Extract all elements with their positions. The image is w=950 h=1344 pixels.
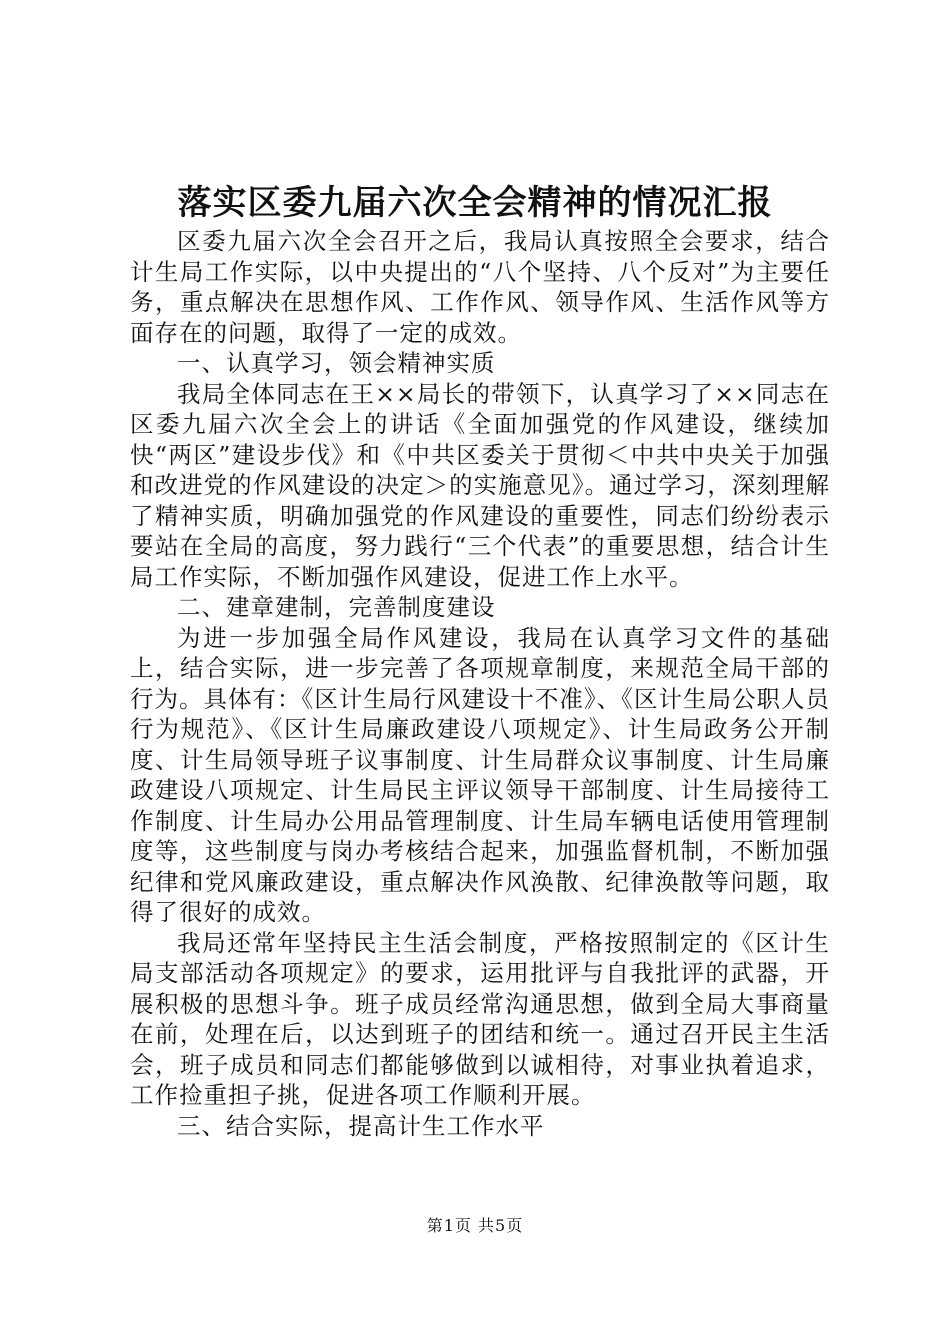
section-2-paragraph-1: 为进一步加强全局作风建设，我局在认真学习文件的基础上，结合实际，进一步完善了各项规章制度，来规范全局干部的行为。具体有：《区计生局行风建设十不准》、《区计生局公职人员行为规范》、《区计生局廉政建设八项规定》、计生局政务公开制度、计生局领导班子议事制度、计生局群众议事制度、计生局廉政建设八项规定、计生局民主评议领导干部制度、计生局接待工作制度、计生局办公用品管理制度、计生局车辆电话使用管理制度等，这些制度与岗办考核结合起来，加强监督机制，不断加强纪律和党风廉政建设，重点解决作风涣散、纪律涣散等问题，取得了很好的成效。 bbox=[130, 623, 830, 926]
document-title: 落实区委九届六次全会精神的情况汇报 bbox=[177, 183, 773, 223]
document-body bbox=[130, 226, 830, 1141]
intro-paragraph: 区委九届六次全会召开之后，我局认真按照全会要求，结合计生局工作实际，以中央提出的“八个坚持、八个反对”为主要任务，重点解决在思想作风、工作作风、领导作风、生活作风等方面存在的问题，取得了一定的成效。 bbox=[130, 227, 830, 347]
section-heading-1: 一、认真学习，领会精神实质 bbox=[177, 349, 496, 377]
section-heading-2: 二、建章建制，完善制度建设 bbox=[177, 593, 496, 621]
page-number-footer: 第1页 共5页 bbox=[426, 1216, 524, 1235]
section-1-paragraph: 我局全体同志在王××局长的带领下，认真学习了××同志在区委九届六次全会上的讲话《全面加强党的作风建设，继续加快“两区”建设步伐》和《中共区委关于贯彻＜中共中央关于加强和改进党的作风建设的决定＞的实施意见》。通过学习，深刻理解了精神实质，明确加强党的作风建设的重要性，同志们纷纷表示要站在全局的高度，努力践行“三个代表”的重要思想，结合计生局工作实际，不断加强作风建设，促进工作上水平。 bbox=[130, 379, 830, 591]
section-heading-3: 三、结合实际，提高计生工作水平 bbox=[177, 1111, 545, 1140]
section-2-paragraph-2: 我局还常年坚持民主生活会制度，严格按照制定的《区计生局支部活动各项规定》的要求，运用批评与自我批评的武器，开展积极的思想斗争。班子成员经常沟通思想，做到全局大事商量在前，处理在后，以达到班子的团结和统一。通过召开民主生活会，班子成员和同志们都能够做到以诚相待，对事业执着追求，工作捡重担子挑，促进各项工作顺利开展。 bbox=[130, 928, 830, 1109]
